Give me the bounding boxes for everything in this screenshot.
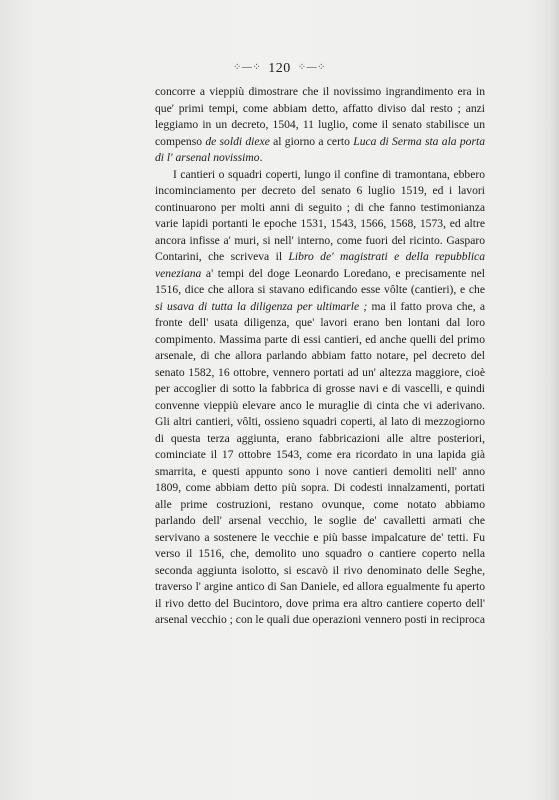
text-segment: I cantieri o squadri coperti, lungo il confine di tramontana, ebbero incominciamento per decreto del senato 6 luglio 1519, ed i lavori continuarono per molti anni di seguito ; di che fanno testimonianza varie lapidi portanti le epoche 1531, 1543, 1566, 1568, 1573, ed altre ancora infisse a' muri, si nell' interno, come fuori del ricinto. Gasparo Contarini, che scriveva il xyxy=(155,167,485,263)
paragraph-2 xyxy=(155,167,485,629)
italic-segment: Luca di Serma sta ala porta di l' arsenal novissimo xyxy=(155,134,485,164)
left-ornament-icon: ⁘—⁘ xyxy=(232,62,262,73)
italic-segment: de soldi diexe xyxy=(205,134,270,148)
body-text xyxy=(155,84,485,629)
text-segment: ma il fatto prova che, a fronte dell' usata diligenza, que' lavori erano ben lontani dal loro compimento. Massima parte di essi cantieri, ed anche quelli del primo arsenale, di che allora parlando abbiam fatto notare, pel decreto del senato 1582, 16 ottobre, vennero portati ad un' altezza maggiore, cioè per accoglier di sotto la fabbrica di grosse navi e di vascelli, e quindi convenne vieppiù elevare anco le muraglie di cinta che vi aderivano. Gli altri cantieri, vôlti, ossieno squadri coperti, al lato di mezzogiorno di questa terza aggiunta, erano fabbricazioni alle altre posteriori, cominciate il 17 ottobre 1543, come era ricordato in una lapida già smarrita, e questi appunto sono i nove cantieri demoliti nell' anno 1809, come abbiam detto più sopra. Di codesti innalzamenti, portati alle prime costruzioni, restano ovunque, come notato abbiamo parlando dell' arsenal vecchio, le soglie de' cavalletti armati che servivano a sostenere le vecchie e più basse impalcature de' tetti. Fu verso il 1516, che, demolito uno squadro o cantiere coperto nella seconda aggiunta isolotto, si escavò il rivo denominato delle Seghe, traverso l' argine antico di San Daniele, ed allora egualmente fu aperto il rivo detto del Bucintoro, dove prima era altro cantiere coperto dell' arsenal vecchio ; con le quali due operazioni vennero posti in reciproca xyxy=(155,299,485,626)
italic-segment: Libro de' magistrati e della repubblica veneziana xyxy=(155,250,485,280)
text-segment: concorre a vieppiù dimostrare che il novissimo ingrandimento era in que' primi tempi, come abbiam detto, affatto diviso dal resto ; anzi leggiamo in un decreto, 1504, 11 luglio, come il senato stabilisce un compenso xyxy=(155,85,485,148)
italic-segment: si usava di tutta la diligenza per ultimarle ; xyxy=(155,299,368,313)
text-segment: a' tempi del doge Leonardo Loredano, e precisamente nel 1516, dice che allora si stavano edificando esse vôlte (cantieri), e che xyxy=(155,266,485,296)
right-ornament-icon: ⁘—⁘ xyxy=(297,62,327,73)
page-header xyxy=(0,61,559,77)
text-segment: al giorno a certo xyxy=(269,134,354,148)
page-number: 120 xyxy=(268,61,291,76)
page-edge-shadow xyxy=(549,0,559,800)
paragraph-1 xyxy=(155,84,485,167)
text-segment: . xyxy=(259,151,263,164)
